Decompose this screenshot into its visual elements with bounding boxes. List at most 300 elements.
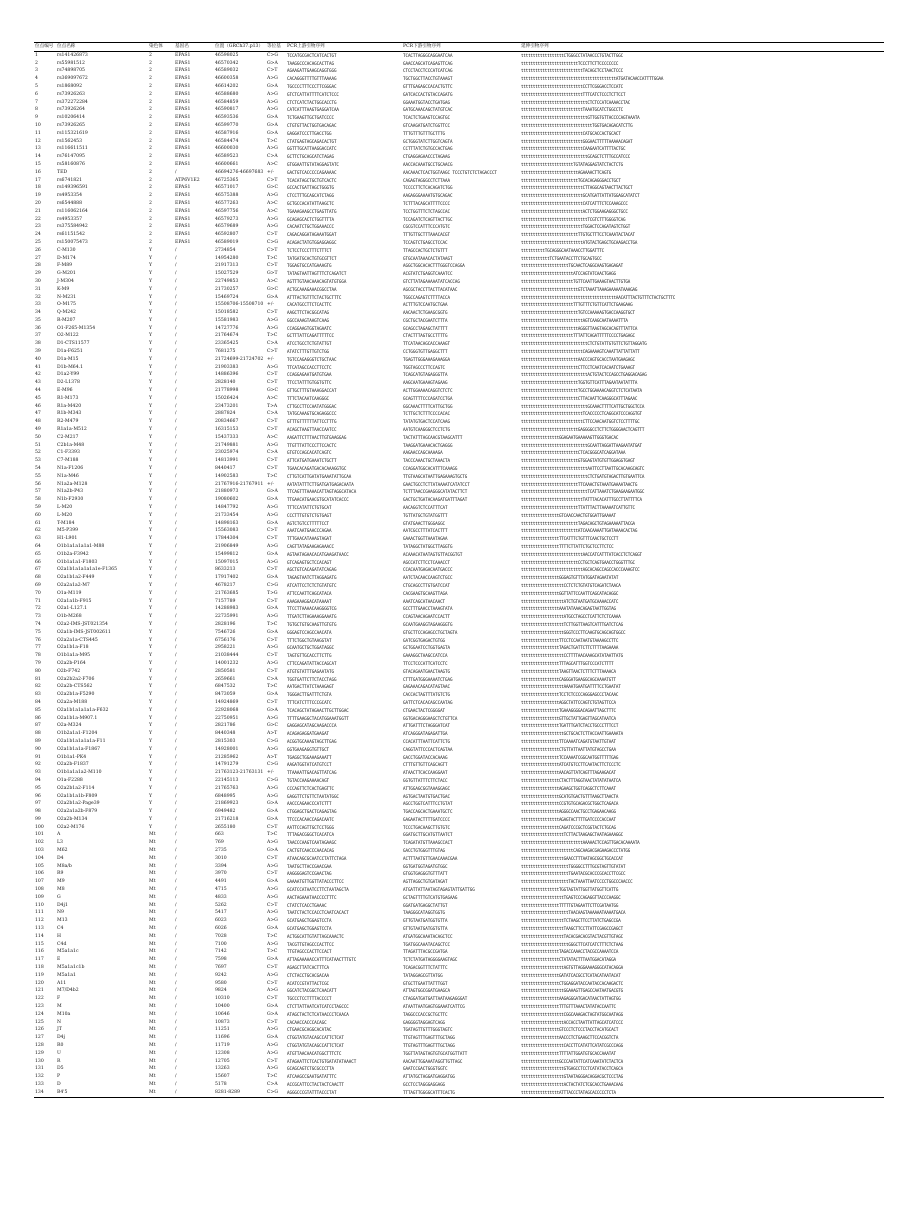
table-row: [34, 527, 884, 535]
cell-pcr-reverse: AAATCAGCATAACAACT: [403, 598, 446, 604]
cell-extension-primer: ttttttttttttttttttttttATCCAGTATCAACTGAGG: [521, 271, 616, 277]
cell-gene: /: [175, 684, 177, 690]
cell-extension-primer: ttttttttttttttttttACCACCTAATTATTAGCATCATCCC: [521, 1019, 623, 1025]
table-header-row: [34, 43, 884, 52]
cell-position: 46599770: [215, 122, 239, 128]
cell-chromosome: Mt: [149, 996, 156, 1002]
cell-pcr-forward: ACAGAGAGGATGAAGAT: [287, 731, 330, 737]
cell-allele: C>T: [267, 965, 278, 971]
cell-locus-id: 87: [35, 723, 41, 729]
cell-gene: /: [175, 918, 177, 924]
cell-position: 11696: [215, 1035, 230, 1041]
cell-position: 14813991: [215, 458, 239, 464]
cell-allele: A>G: [267, 894, 278, 900]
cell-extension-primer: ttttttttttttttttttttttttTGTCCAAAAAGTGACCAAGGTGCT: [521, 310, 635, 316]
cell-gene: EPAS1: [175, 138, 191, 144]
cell-pcr-forward: TGTACCAAGAAAACAGT: [287, 777, 330, 783]
cell-allele: A>G: [267, 193, 278, 199]
cell-position: 14727776: [215, 325, 239, 331]
table-row: [34, 699, 884, 707]
cell-locus-id: 3: [35, 68, 38, 74]
cell-extension-primer: ttttttttttttttttttttttTGTTCAATTGAAAGTAACTTGTGA: [521, 278, 631, 284]
cell-extension-primer: ttttttttttttttttGTTGCTATTGAGTTAGCATAATCA: [521, 715, 616, 721]
cell-locus-id: 107: [35, 879, 44, 885]
cell-chromosome: Mt: [149, 848, 156, 854]
cell-gene: /: [175, 271, 177, 277]
cell-gene: /: [174, 1089, 214, 1097]
cell-allele: A>G: [267, 325, 278, 331]
cell-locus-id: 113: [35, 926, 44, 932]
cell-locus-id: 124: [35, 1011, 44, 1017]
cell-locus-id: 117: [35, 957, 44, 963]
cell-gene: /: [175, 1066, 177, 1072]
cell-pcr-forward: AGCTGTCACAGATATCAGAG: [287, 567, 337, 573]
cell-allele: C>T: [267, 458, 278, 464]
cell-extension-primer: ttttttttttttttttGGGAGTGTTTATGGATAGAATATAT: [521, 575, 619, 581]
cell-gene: /: [175, 824, 177, 830]
cell-extension-primer: ttttttttttttttttAACCCTCTGAAGCTTCCACGGTCTA: [521, 1035, 619, 1041]
cell-locus-name: D2-L1378: [57, 380, 80, 386]
table-row: [34, 948, 884, 956]
cell-extension-primer: ttttttttttttttttttACTACTATCTCGCACCTGAAACAAG: [521, 1081, 623, 1087]
cell-position: 46694276-46697683: [215, 169, 264, 175]
cell-allele: G>A: [267, 130, 278, 136]
cell-gene: /: [175, 1011, 177, 1017]
cell-locus-name: R0: [57, 1043, 64, 1048]
cell-locus-name: O1b1a1a1a1a1-M88: [57, 544, 105, 549]
cell-allele: A>C: [267, 200, 278, 206]
cell-allele: A>G: [267, 107, 278, 113]
cell-locus-id: 37: [35, 333, 41, 339]
cell-allele: A>G: [267, 99, 278, 105]
cell-pcr-reverse: TGACCAGCACTGAAATGCTC: [403, 809, 453, 815]
cell-gene: /: [175, 894, 177, 900]
cell-pcr-reverse: TTCATAACAGCACCAAAGT: [403, 341, 450, 347]
table-row: [34, 574, 884, 582]
cell-locus-id: 91: [35, 754, 41, 760]
cell-chromosome: 2: [149, 193, 152, 199]
cell-locus-id: 116: [35, 949, 44, 955]
cell-pcr-forward: CCAGGAGAATGATGTGAA: [287, 372, 332, 378]
cell-extension-primer: ttttttttttttttttttttttttttttCTCTGATGTAGACTTGTGAATTCA: [521, 473, 645, 479]
cell-locus-name: O2a1b1a1b-F809: [57, 793, 98, 799]
cell-extension-primer: ttttttttttttttttAACAGTTATCAGTTTAGAAGACAT: [521, 770, 616, 776]
cell-locus-id: 134: [34, 1089, 56, 1097]
cell-position: 46575388: [215, 193, 239, 199]
cell-gene: /: [175, 941, 177, 947]
table-row: [34, 1065, 884, 1073]
cell-locus-id: 20: [35, 200, 41, 206]
cell-extension-primer: ttttttttttttttttttttttttttttCTCTGTATTGTGTTCTGTTAGGATG: [521, 341, 647, 347]
cell-gene: /: [175, 333, 177, 339]
cell-chromosome: 2: [149, 91, 152, 97]
cell-locus-id: 66: [35, 559, 41, 565]
table-row: [34, 621, 884, 629]
cell-locus-name: E-M96: [57, 388, 73, 394]
cell-chromosome: 2: [149, 107, 152, 113]
cell-pcr-forward: CTCCTTTGCAGCATCTAGG: [287, 193, 334, 199]
cell-locus-id: 45: [35, 395, 41, 401]
cell-extension-primer: ttttttttttttttttttttttttttTTTCATCTCCCTCTTCCT: [521, 91, 626, 97]
cell-gene: /: [175, 466, 177, 472]
cell-allele: G>A: [267, 809, 278, 815]
cell-position: 46598025: [215, 52, 239, 58]
cell-gene: /: [175, 481, 177, 487]
cell-pcr-forward: ATGTGTATTTGAGAATATG: [287, 668, 334, 674]
cell-pcr-forward: AAATCAATGAACCCAGAA: [287, 528, 332, 534]
cell-locus-id: 71: [35, 598, 41, 604]
cell-allele: A>G: [267, 988, 278, 994]
cell-locus-id: 101: [35, 832, 44, 838]
cell-pcr-forward: CAGTTATAGAAGAGAAACC: [287, 544, 334, 549]
cell-chromosome: 2: [149, 216, 152, 222]
table-row: [34, 559, 884, 567]
table-row: [34, 902, 884, 910]
table-row: [34, 67, 884, 75]
cell-chromosome: Mt: [149, 988, 156, 994]
cell-locus-id: 11: [35, 130, 41, 136]
cell-position: 46725365: [215, 177, 239, 183]
cell-pcr-reverse: CTTTGTTGTTCAGCAGTT: [403, 762, 448, 768]
cell-pcr-reverse: AGCGCTACCTTACTTACATAAC: [403, 286, 458, 292]
cell-pcr-reverse: GCCTTTGAACCTAAAGTATA: [403, 606, 453, 612]
cell-locus-id: 1: [35, 52, 38, 58]
table-row: [34, 1011, 884, 1019]
cell-position: 2734854: [215, 247, 236, 253]
cell-locus-name: M13: [57, 918, 68, 924]
cell-allele: G>A: [267, 816, 278, 822]
cell-position: 14847792: [215, 505, 239, 511]
cell-locus-name: D5: [57, 1066, 64, 1072]
cell-gene: /: [175, 582, 177, 588]
cell-gene: /: [175, 707, 177, 713]
cell-chromosome: Mt: [149, 832, 156, 838]
cell-gene: EPAS1: [175, 130, 191, 136]
cell-gene: /: [175, 278, 177, 284]
cell-pcr-reverse: TTTGTTTGTTTGCTTTG: [403, 130, 446, 136]
cell-locus-name: O2a2a-M188: [57, 699, 88, 705]
cell-locus-name: M5a1a1: [57, 972, 76, 978]
cell-pcr-reverse: AAGAGGGAAAATGTGCAGAC: [403, 193, 453, 199]
cell-chromosome: 2: [149, 232, 152, 238]
cell-gene: EPAS1: [175, 154, 191, 160]
cell-chromosome: Mt: [149, 1004, 156, 1010]
table-row: [34, 644, 884, 652]
cell-chromosome: Y: [149, 536, 153, 542]
cell-pcr-reverse: AACAGGTCTCCATTTCAT: [403, 505, 448, 511]
cell-locus-name: D4: [57, 855, 64, 861]
cell-gene: /: [175, 1027, 177, 1033]
cell-locus-id: 115: [35, 941, 44, 947]
table-row: [34, 395, 884, 403]
cell-position: 15018582: [215, 310, 239, 316]
cell-locus-id: 43: [35, 380, 41, 386]
cell-chromosome: Y: [149, 715, 153, 721]
cell-pcr-forward: CACATGCCTTCTCACTTC: [287, 302, 332, 308]
cell-extension-primer: ttttttttttttttttttttttCAGCAAGACGAGAAGACCCTATGG: [521, 848, 631, 854]
cell-locus-name: O2a2b-F1837: [57, 762, 89, 768]
cell-pcr-reverse: ACGTATCTGAGGTCAAATCC: [403, 271, 453, 277]
cell-pcr-forward: TTGTAGCCCACTTCCACT: [287, 949, 332, 955]
cell-chromosome: Y: [149, 434, 153, 440]
cell-pcr-reverse: GCTGGGTATCTTGGTCAGTA: [403, 138, 453, 144]
cell-pcr-reverse: TGGTAGCCCTTCCAGTC: [403, 364, 446, 370]
cell-allele: C>G: [267, 52, 279, 58]
table-row: [34, 309, 884, 317]
cell-gene: /: [175, 169, 177, 175]
cell-locus-id: 82: [35, 684, 41, 690]
cell-pcr-reverse: GACCTGGATACCACAAAG: [403, 754, 448, 760]
cell-gene: /: [175, 988, 177, 994]
cell-position: 19080602: [215, 497, 239, 503]
cell-locus-id: 119: [35, 972, 44, 978]
cell-extension-primer: ttttttttttttttttTGATTTGATCTACCTGCCCTTTCCT: [521, 723, 619, 729]
cell-chromosome: Y: [149, 481, 153, 487]
cell-allele: +/-: [267, 770, 274, 776]
cell-allele: G>A: [267, 957, 278, 963]
cell-locus-name: Q-M242: [57, 310, 76, 316]
cell-pcr-forward: ACAGACTATGTGGAGGAGGC: [287, 239, 337, 245]
cell-locus-id: 49: [35, 427, 41, 433]
cell-pcr-forward: AAGCTTCTACGGCATAG: [287, 310, 330, 316]
cell-extension-primer: ttttttttttttttttttttTACTAAATTAATCCCCTGGCCCAACCC: [521, 879, 633, 885]
cell-allele: G>A: [267, 497, 278, 503]
cell-chromosome: Y: [149, 731, 153, 737]
cell-locus-id: 78: [35, 653, 41, 659]
cell-locus-id: 29: [35, 271, 41, 277]
cell-chromosome: Mt: [149, 887, 156, 893]
cell-position: 21285962: [215, 754, 239, 760]
cell-position: 15563083: [215, 528, 239, 534]
cell-locus-id: 109: [35, 894, 44, 900]
cell-position: 6847532: [215, 684, 236, 690]
cell-position: 14288983: [215, 606, 239, 612]
cell-gene: /: [175, 949, 177, 955]
cell-extension-primer: ttttttttttttttttttttttttttCATCATTTCTCCAAAGCCC: [521, 200, 628, 206]
cell-locus-id: 58: [35, 497, 41, 503]
cell-position: 22928068: [215, 707, 239, 713]
cell-position: 12705: [215, 1058, 230, 1064]
cell-pcr-reverse: TCTTTACAGCATTTTCCCC: [403, 200, 450, 206]
cell-pcr-reverse: ATAATTAATGAGTGGAAATCATTCG: [403, 1004, 465, 1010]
header-extension-primer: 延伸引物序列: [520, 43, 884, 52]
cell-pcr-reverse: AATCGCCTTTATCACTTT: [403, 528, 448, 534]
cell-gene: EPAS1: [175, 99, 191, 105]
cell-pcr-forward: CTGGAGCTGACTCAGAGTAG: [287, 809, 337, 815]
cell-gene: /: [175, 349, 177, 355]
cell-allele: A>G: [267, 910, 278, 916]
table-row: [34, 1034, 884, 1042]
cell-pcr-forward: ATCAAGCCGAATGATATTTC: [287, 1074, 337, 1080]
cell-gene: ATP6V1E2: [175, 177, 200, 183]
cell-pcr-reverse: CCAGGATGGCACATTTCAAAGG: [403, 466, 458, 472]
cell-gene: EPAS1: [175, 91, 191, 97]
cell-position: 22749853: [215, 278, 239, 284]
cell-locus-name: rs6741821: [57, 177, 83, 183]
table-row: [34, 808, 884, 816]
cell-locus-name: O2a2a1a2-M7: [57, 582, 90, 588]
cell-chromosome: 2: [149, 239, 152, 245]
cell-locus-id: 5: [35, 83, 38, 89]
cell-pcr-reverse: AGGCTGGCACACTTTGGGTCCAGGA: [403, 263, 465, 269]
cell-gene: EPAS1: [175, 224, 191, 230]
table-row: [34, 816, 884, 824]
cell-chromosome: Mt: [149, 855, 156, 861]
cell-locus-id: 83: [35, 692, 41, 698]
cell-pcr-reverse: TCCTGGTTTCTCTAGCCAC: [403, 208, 450, 214]
cell-allele: G>A: [267, 60, 278, 66]
cell-locus-id: 64: [35, 544, 41, 549]
cell-pcr-reverse: GCAATGAAGGTAGAAGGGTG: [403, 621, 453, 627]
cell-allele: A>G: [267, 317, 278, 323]
cell-allele: C>T: [267, 996, 278, 1002]
cell-pcr-reverse: CCACAATGAGACAATGACCC: [403, 567, 453, 573]
cell-pcr-reverse: GTACAGAATGAACTAAGTG: [403, 668, 450, 674]
cell-allele: A>T: [267, 731, 278, 737]
cell-locus-name: rs116611511: [57, 146, 88, 152]
cell-pcr-reverse: TCCCTGACAAGCTTGTGTC: [403, 824, 450, 830]
cell-locus-id: 89: [35, 738, 41, 744]
cell-pcr-reverse: CACGAAGTGCAAGTTAGA: [403, 590, 448, 596]
cell-locus-name: O2a1a1b-F915: [57, 598, 92, 604]
cell-position: 4833: [215, 894, 227, 900]
cell-pcr-forward: GGCCAAAGTAAGTCAAG: [287, 317, 330, 323]
cell-pcr-forward: GTGTCCAGCACATCAGTC: [287, 450, 332, 456]
header-locus-name: 位点名称: [56, 43, 148, 52]
cell-pcr-forward: ATCATTCCTCTCTGTATGTC: [287, 582, 337, 588]
cell-pcr-forward: TTTCATCTTTCCCGCATC: [287, 699, 332, 705]
cell-pcr-reverse: GAACCAGCATCAGAGTTCAG: [403, 60, 453, 66]
cell-chromosome: Y: [149, 325, 153, 331]
cell-position: 46588680: [215, 91, 239, 97]
cell-chromosome: Y: [149, 403, 153, 409]
table-row: [34, 356, 884, 364]
cell-locus-id: 18: [35, 185, 41, 191]
cell-allele: T>C: [267, 473, 278, 479]
cell-pcr-reverse: ATTGATTTCTAGGGATCAT: [403, 723, 450, 729]
cell-chromosome: Y: [149, 419, 153, 425]
cell-position: 9580: [215, 980, 227, 986]
cell-locus-id: 53: [35, 458, 41, 464]
cell-position: 6026: [215, 926, 227, 932]
cell-allele: C>A: [267, 676, 278, 682]
cell-pcr-reverse: ACTTGGAAAACAGGTCTCTC: [403, 388, 453, 394]
cell-locus-id: 23: [35, 224, 41, 230]
cell-pcr-forward: GTCTCATTATTTTCATCTCCC: [287, 91, 339, 97]
table-row: [34, 722, 884, 730]
table-row: [34, 909, 884, 917]
cell-pcr-forward: TGAGGCTGGAAAGAAATT: [287, 754, 332, 760]
cell-gene: /: [175, 302, 177, 308]
cell-position: 21038444: [215, 653, 239, 659]
table-row: [34, 691, 884, 699]
cell-locus-name: rs10206414: [57, 115, 85, 121]
cell-allele: A>C: [267, 278, 278, 284]
cell-allele: C>T: [267, 1058, 278, 1064]
table-body: [34, 51, 884, 1097]
cell-locus-id: 24: [35, 232, 41, 238]
cell-locus-name: O1b-M268: [57, 614, 82, 620]
cell-locus-name: L-M20: [57, 505, 73, 511]
cell-locus-name: rs6544888: [57, 200, 83, 206]
cell-allele: G>A: [267, 489, 278, 495]
cell-position: 14001232: [215, 660, 239, 666]
cell-gene: EPAS1: [175, 185, 191, 191]
cell-pcr-reverse: GATCGGTGAGACTGTGG: [403, 637, 446, 643]
cell-pcr-reverse: GGATGCTTGCATGTTAATCT: [403, 832, 453, 838]
cell-extension-primer: ttttttttttttttttttttttttttttGCAATTAGGATTAAGAATATGAT: [521, 442, 642, 448]
cell-position: 2735: [215, 848, 227, 854]
cell-allele: T>C: [267, 933, 278, 939]
cell-extension-primer: ttttttttttttttttttttttttttttGTTGGTGTTACCCCAGTAAATA: [521, 115, 640, 121]
table-row: [34, 886, 884, 894]
cell-allele: G>A: [267, 606, 278, 612]
cell-extension-primer: ttttttttttttttttttAAAATGAATGATTTTCCTGAATAT: [521, 684, 621, 690]
cell-locus-id: 36: [35, 325, 41, 331]
cell-locus-name: rs115321619: [57, 130, 88, 136]
cell-pcr-forward: AAGGGGAGTCCGAACTAG: [287, 871, 332, 877]
table-row: [34, 239, 884, 247]
cell-gene: /: [175, 372, 177, 378]
cell-locus-id: 95: [35, 785, 41, 791]
cell-locus-name: rs74898705: [57, 68, 85, 74]
cell-gene: /: [175, 809, 177, 815]
cell-pcr-reverse: ACTTTGTCCAATGCTGAA: [403, 302, 448, 308]
cell-gene: /: [175, 536, 177, 542]
cell-locus-id: 121: [35, 988, 44, 994]
cell-allele: A>G: [267, 660, 278, 666]
cell-position: 7157789: [215, 598, 236, 604]
cell-chromosome: Mt: [149, 918, 156, 924]
table-row: [34, 839, 884, 847]
cell-pcr-forward: CTGGTATGTACAGCCATTCTCAT: [287, 1043, 344, 1048]
cell-pcr-reverse: TCAGCATGTAGAGGGTTA: [403, 372, 448, 378]
cell-allele: +/-: [267, 169, 274, 175]
cell-locus-id: 122: [35, 996, 44, 1002]
cell-pcr-reverse: CTTTGATGGGAAAATCTGAG: [403, 676, 453, 682]
cell-position: 7028: [215, 933, 227, 939]
cell-pcr-forward: TTTCCATATTCTGTGCAT: [287, 505, 332, 511]
cell-locus-id: 99: [35, 816, 41, 822]
cell-chromosome: Y: [149, 278, 153, 284]
table-row: [34, 200, 884, 208]
cell-locus-name: JT: [57, 1027, 62, 1033]
cell-pcr-forward: ATCCTGCCTCTGTATTGT: [287, 341, 332, 347]
cell-chromosome: Mt: [149, 972, 156, 978]
cell-locus-name: O1b2a1a1-F1204: [57, 731, 98, 737]
cell-locus-name: O2a2-IMS-JST021354: [57, 621, 108, 627]
cell-chromosome: Mt: [149, 926, 156, 932]
cell-extension-primer: ttttttttttttttttGTCAACCAACTGTGGATTGAAAAT: [521, 512, 616, 518]
cell-extension-primer: ttttttttttttttttTCCTCTCCCCAGGGAGCCCTACAAC: [521, 692, 619, 698]
cell-extension-primer: ttttttttttttttttttttttttttttttTGGTGACAGACATCTTG: [521, 122, 633, 128]
table-row: [34, 793, 884, 801]
cell-position: 7598: [215, 957, 227, 963]
cell-pcr-reverse: AGCCTGGTCATTTCCTGTAT: [403, 801, 453, 807]
cell-locus-id: 46: [35, 403, 41, 409]
cell-chromosome: Y: [149, 310, 153, 316]
cell-locus-name: C7-M188: [57, 458, 79, 464]
cell-gene: /: [175, 450, 177, 456]
cell-position: 21733454: [215, 512, 239, 518]
cell-locus-id: 14: [35, 154, 41, 160]
cell-locus-id: 67: [35, 567, 41, 573]
cell-locus-name: D1-CTS11577: [57, 341, 90, 347]
cell-allele: T>C: [267, 255, 278, 261]
cell-locus-name: R1a-M420: [57, 403, 82, 409]
cell-pcr-reverse: TCTCTATGATAGGGGAAGTAGC: [403, 957, 458, 963]
cell-pcr-forward: GCATCCATAATCCTTCTAATAGCTA: [287, 887, 349, 893]
